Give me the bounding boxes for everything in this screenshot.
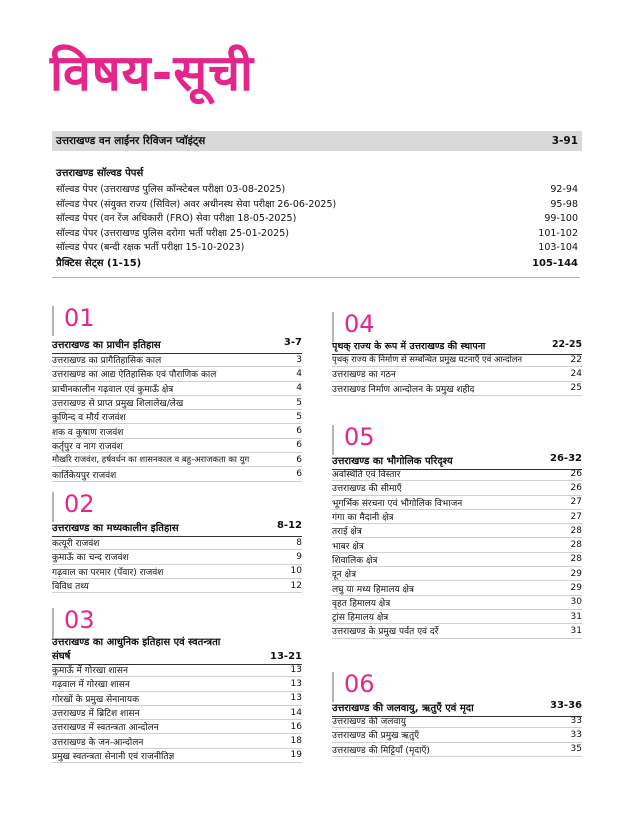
list-item: उत्तराखण्ड की मिट्टियाँ (मृदाएँ) 35 (332, 744, 582, 756)
section-number: 04 (344, 310, 375, 338)
list-item: गोरखों के प्रमुख सेनानायक 13 (52, 693, 302, 705)
section-accent-bar (52, 306, 54, 336)
list-item: शक व कुषाण राजवंश 6 (52, 426, 302, 438)
section-accent-bar (332, 425, 334, 455)
list-item: प्रमुख स्वतन्त्रता सेनानी एवं राजनीतिज्ञ 19 (52, 750, 302, 762)
page-title: विषय-सूची (50, 44, 254, 102)
section-accent-bar (332, 312, 334, 342)
section-heading: उत्तराखण्ड का मध्यकालीन इतिहास 8-12 (52, 520, 302, 537)
list-item: कत्यूरी राजवंश 8 (52, 537, 302, 550)
list-item: गढ़वाल में गोरखा शासन 13 (52, 678, 302, 691)
solved-papers-heading: उत्तराखण्ड सॉल्वड पेपर्स (56, 168, 144, 179)
section-number: 06 (344, 670, 375, 698)
section-heading: उत्तराखण्ड का भौगोलिक परिदृश्य 26-32 (332, 453, 582, 470)
section-number: 05 (344, 423, 375, 451)
list-item: उत्तराखण्ड का प्रागैतिहासिक काल 3 (52, 354, 302, 367)
section-items (332, 353, 582, 396)
list-item: कर्तृपुर व नाग राजवंश 6 (52, 440, 302, 452)
list-item: विविध तथ्य 12 (52, 580, 302, 593)
section-accent-bar (332, 672, 334, 702)
list-item: अवस्थिति एवं विस्तार 26 (332, 468, 582, 481)
one-liner-revision-row (52, 131, 582, 151)
list-item: ट्रांस हिमालय क्षेत्र 31 (332, 611, 582, 624)
list-item: भूगर्भिक संरचना एवं भौगोलिक विभाजन 27 (332, 497, 582, 509)
list-item: उत्तराखण्ड में स्वतन्त्रता आन्दोलन 16 (52, 721, 302, 734)
section-heading: उत्तराखण्ड का आधुनिक इतिहास एवं स्वतन्त्रता संघर्ष 13-21 (52, 634, 302, 665)
list-item: गढ़वाल का परमार (पँवार) राजवंश 10 (52, 566, 302, 578)
list-item: पृथक् राज्य के निर्माण से सम्बन्धित प्रमुख घटनाएँ एवं आन्दोलन 22 (332, 353, 582, 367)
section-items (332, 467, 582, 639)
one-liner-label: उत्तराखण्ड वन लाईनर रिविजन प्वॉइंट्स (56, 135, 206, 147)
list-item: मौखरि राजवंश, हर्षवर्धन का शासनकाल व बहु-अराजकता का युग 6 (52, 453, 302, 467)
list-item: उत्तराखण्ड के जन-आन्दोलन 18 (52, 736, 302, 748)
one-liner-pages: 3-91 (551, 135, 578, 147)
section-number: 02 (64, 490, 95, 518)
section-heading: पृथक् राज्य के रूप में उत्तराखण्ड की स्थापना 22-25 (332, 339, 582, 355)
section-items (52, 663, 302, 763)
list-item: भाबर क्षेत्र 28 (332, 540, 582, 552)
list-item: प्राचीनकालीन गढ़वाल एवं कुमाऊँ क्षेत्र 4 (52, 383, 302, 395)
list-item: कार्तिकेयपुर राजवंश 6 (52, 469, 302, 481)
list-item: उत्तराखण्ड की जलवायु 33 (332, 715, 582, 728)
divider (52, 277, 580, 278)
section-accent-bar (52, 492, 54, 522)
list-item: उत्तराखण्ड के प्रमुख पर्वत एवं दर्रे 31 (332, 625, 582, 638)
section-number: 03 (64, 606, 95, 634)
solved-paper-row: सॉल्वड पेपर (उत्तराखण्ड पुलिस दरोगा भर्ती परीक्षा 25-01-2025) 101-102 (56, 227, 578, 239)
section-heading: उत्तराखण्ड की जलवायु, ऋतुएँ एवं मृदा 33-36 (332, 700, 582, 717)
section-items (332, 714, 582, 757)
section-items (52, 536, 302, 593)
list-item: उत्तराखण्ड का आद्य ऐतिहासिक एवं पौराणिक काल 4 (52, 368, 302, 381)
solved-papers-list (56, 165, 578, 269)
solved-paper-row: सॉल्वड पेपर (उत्तराखण्ड पुलिस कॉन्स्टेबल परीक्षा 03-08-2025) 92-94 (56, 184, 578, 195)
list-item: शिवालिक क्षेत्र 28 (332, 554, 582, 566)
section-number: 01 (64, 304, 95, 332)
list-item: उत्तराखण्ड से प्राप्त प्रमुख शिलालेख/लेख 5 (52, 397, 302, 410)
list-item: उत्तराखण्ड की प्रमुख ऋतुएँ 33 (332, 729, 582, 742)
section-heading: उत्तराखण्ड का प्राचीन इतिहास 3-7 (52, 337, 302, 354)
list-item: उत्तराखण्ड का गठन 24 (332, 368, 582, 381)
solved-paper-row: सॉल्वड पेपर (वन रेंज अधिकारी (FRO) सेवा परीक्षा 18-05-2025) 99-100 (56, 213, 578, 224)
solved-paper-row: सॉल्वड पेपर (संयुक्त राज्य (सिविल) अवर अधीनस्थ सेवा परीक्षा 26-06-2025) 95-98 (56, 198, 578, 210)
section-items (52, 353, 302, 482)
practice-sets-row: प्रैक्टिस सेट्स (1-15) 105-144 (56, 257, 578, 269)
list-item: उत्तराखण्ड की सीमाएँ 26 (332, 482, 582, 495)
list-item: लघु या मध्य हिमालय क्षेत्र 29 (332, 583, 582, 595)
list-item: गंगा का मैदानी क्षेत्र 27 (332, 511, 582, 524)
list-item: दून क्षेत्र 29 (332, 568, 582, 581)
list-item: कुमाऊँ में गोरखा शासन 13 (52, 664, 302, 677)
list-item: वृहत हिमालय क्षेत्र 30 (332, 597, 582, 609)
list-item: तराई क्षेत्र 28 (332, 525, 582, 538)
list-item: उत्तराखण्ड निर्माण आन्दोलन के प्रमुख शहीद 25 (332, 383, 582, 395)
solved-paper-row: सॉल्वड पेपर (बन्दी रक्षक भर्ती परीक्षा 15-10-2023) 103-104 (56, 242, 578, 253)
list-item: उत्तराखण्ड में ब्रिटिश शासन 14 (52, 707, 302, 720)
list-item: कुमाऊँ का चन्द राजवंश 9 (52, 551, 302, 564)
list-item: कुणिन्द व मौर्य राजवंश 5 (52, 411, 302, 424)
